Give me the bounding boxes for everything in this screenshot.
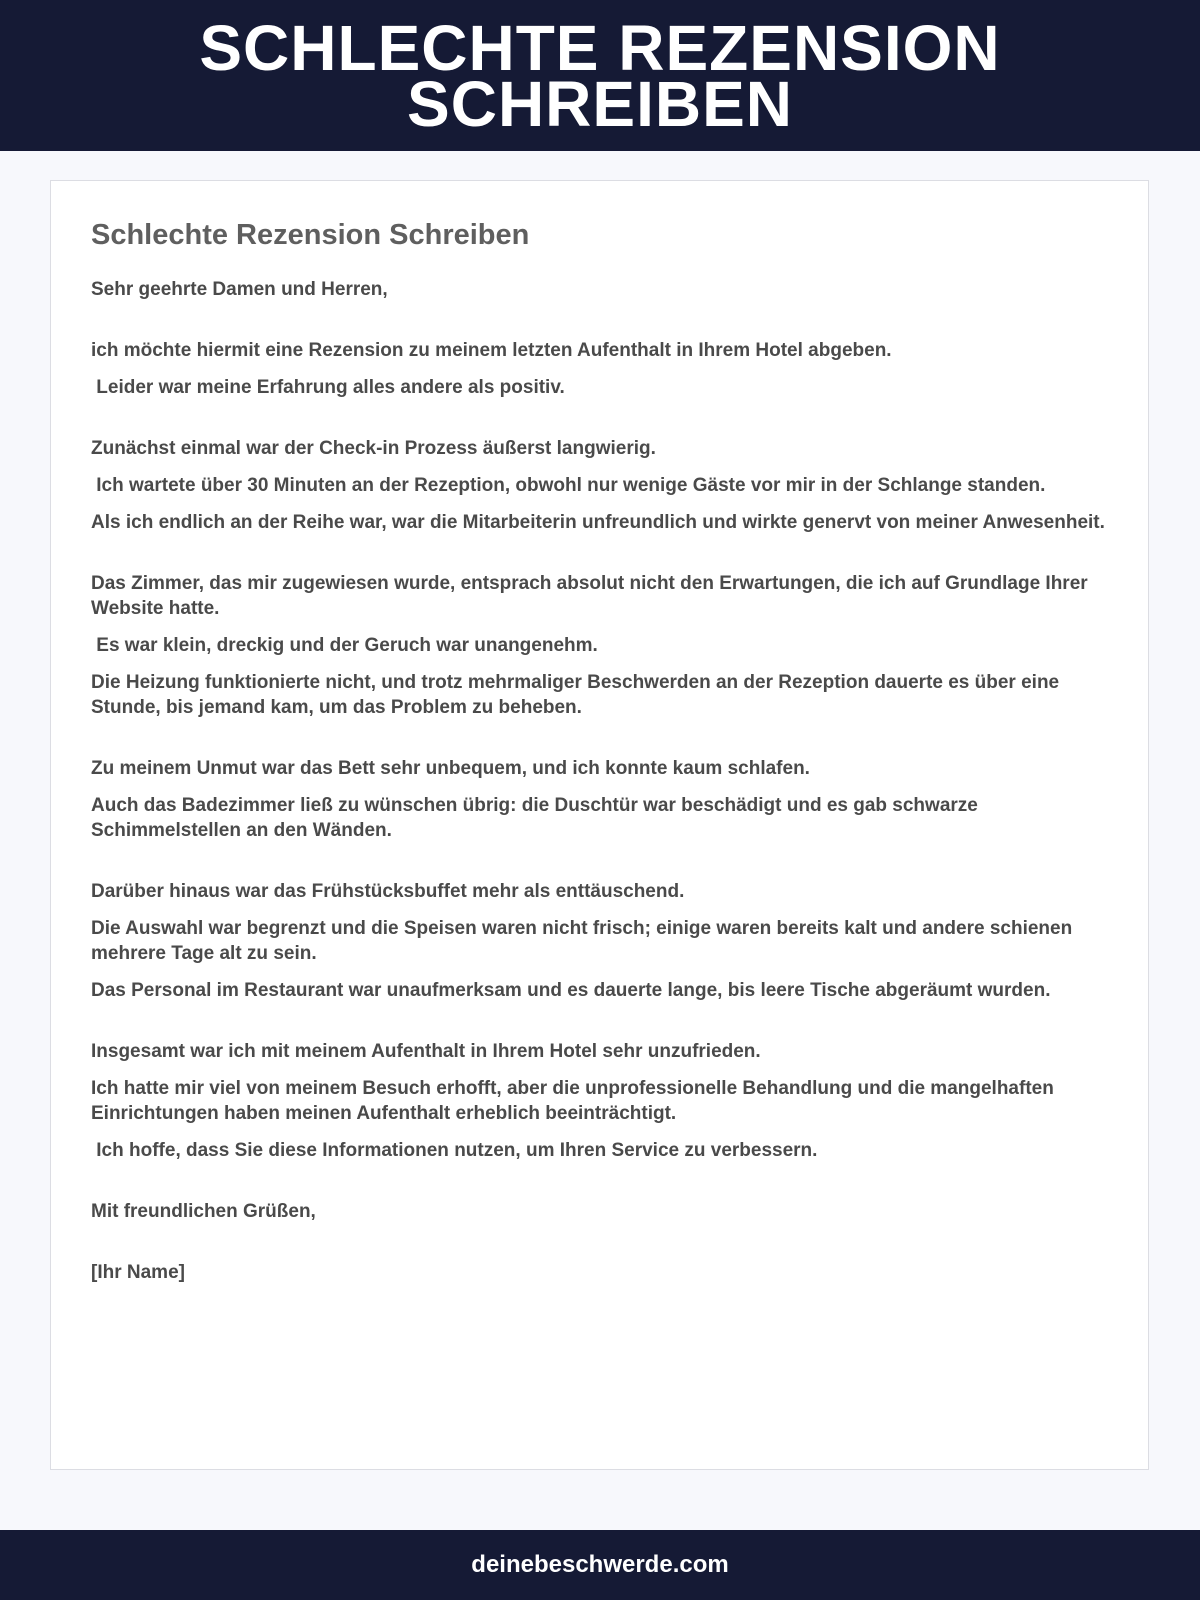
page-header (0, 0, 1200, 151)
letter-paragraph: Leider war meine Erfahrung alles andere als positiv. (91, 377, 565, 398)
letter-signature: [Ihr Name] (91, 1262, 185, 1283)
letter-paragraph: Zunächst einmal war der Check-in Prozess äußerst langwierig. (91, 438, 656, 459)
letter-paragraph: Die Auswahl war begrenzt und die Speisen waren nicht frisch; einige waren bereits kalt und andere schienen mehrere Tage alt zu sein. (91, 918, 1078, 964)
footer-site-name: deinebeschwerde.com (471, 1551, 729, 1578)
letter-closing: Mit freundlichen Grüßen, (91, 1201, 316, 1222)
letter-paragraph: Als ich endlich an der Reihe war, war die Mitarbeiterin unfreundlich und wirkte genervt von meiner Anwesenheit. (91, 512, 1105, 533)
letter-paragraph: Zu meinem Unmut war das Bett sehr unbequem, und ich konnte kaum schlafen. (91, 758, 810, 779)
letter-paragraph: Ich hoffe, dass Sie diese Informationen nutzen, um Ihren Service zu verbessern. (91, 1140, 818, 1161)
page-title: SCHLECHTE REZENSION SCHREIBEN (199, 11, 1001, 140)
letter-paragraph: ich möchte hiermit eine Rezension zu meinem letzten Aufenthalt in Ihrem Hotel abgeben. (91, 340, 892, 361)
letter-card (50, 180, 1149, 1470)
letter-body (91, 277, 1111, 1297)
letter-paragraph: Das Personal im Restaurant war unaufmerksam und es dauerte lange, bis leere Tische abgeräumt wurden. (91, 980, 1051, 1001)
letter-paragraph: Darüber hinaus war das Frühstücksbuffet mehr als enttäuschend. (91, 881, 685, 902)
letter-paragraph: Ich wartete über 30 Minuten an der Rezeption, obwohl nur wenige Gäste vor mir in der Schlange standen. (91, 475, 1046, 496)
letter-paragraph: Ich hatte mir viel von meinem Besuch erhofft, aber die unprofessionelle Behandlung und die mangelhaften Einrichtungen haben meinen Aufenthalt erheblich beeinträchtigt. (91, 1078, 1060, 1124)
letter-salutation: Sehr geehrte Damen und Herren, (91, 279, 388, 300)
letter-paragraph: Auch das Badezimmer ließ zu wünschen übrig: die Duschtür war beschädigt und es gab schwarze Schimmelstellen an den Wänden. (91, 795, 984, 841)
letter-paragraph: Insgesamt war ich mit meinem Aufenthalt in Ihrem Hotel sehr unzufrieden. (91, 1041, 761, 1062)
document-title: Schlechte Rezension Schreiben (91, 219, 530, 251)
letter-paragraph: Die Heizung funktionierte nicht, und trotz mehrmaliger Beschwerden an der Rezeption dauerte es über eine Stunde, bis jemand kam, um das Problem zu beheben. (91, 672, 1065, 718)
letter-paragraph: Das Zimmer, das mir zugewiesen wurde, entsprach absolut nicht den Erwartungen, die ich auf Grundlage Ihrer Website hatte. (91, 573, 1093, 619)
page-footer (0, 1530, 1200, 1600)
letter-paragraph: Es war klein, dreckig und der Geruch war unangenehm. (91, 635, 598, 656)
